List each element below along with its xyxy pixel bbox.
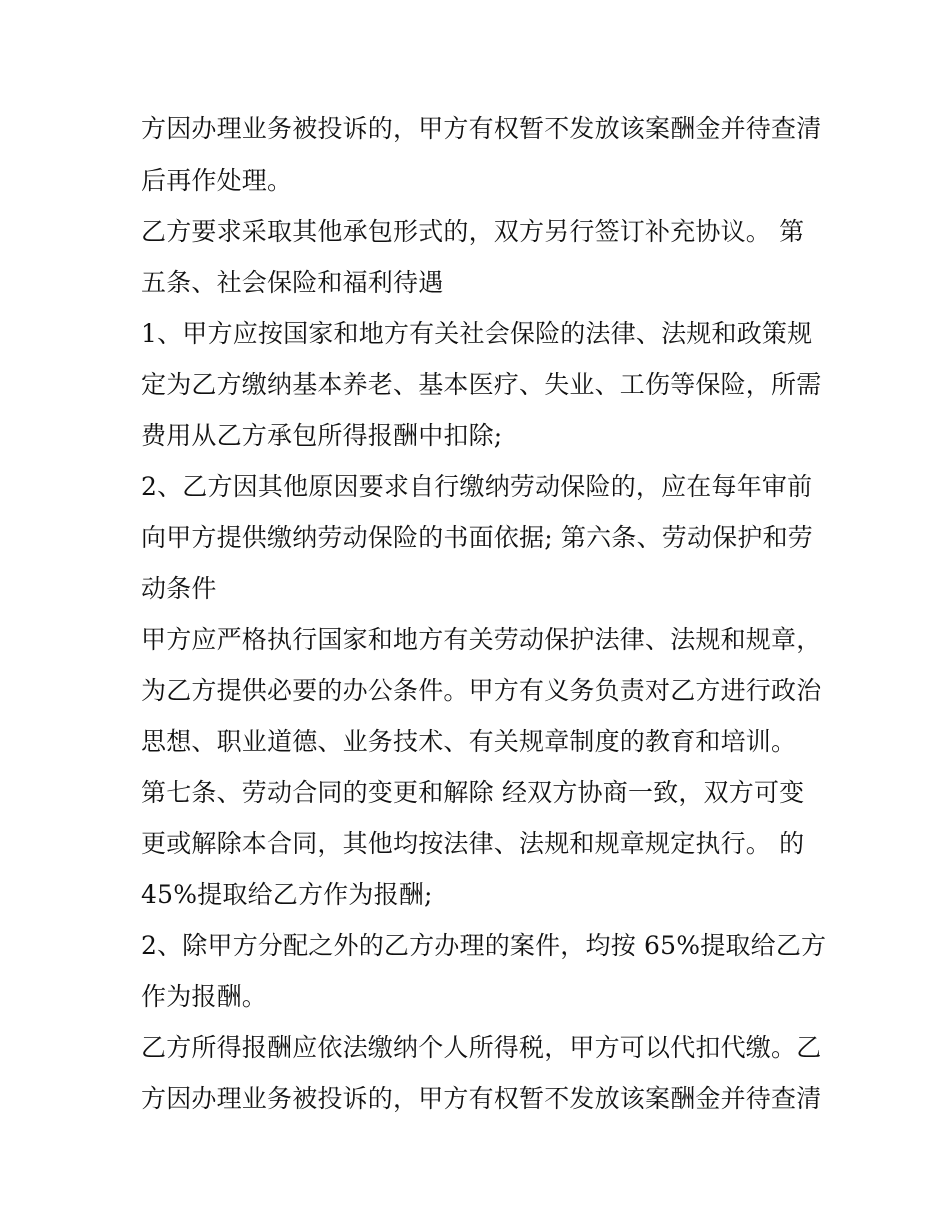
text-line: 费用从乙方承包所得报酬中扣除; bbox=[141, 421, 503, 450]
text-line: 甲方应严格执行国家和地方有关劳动保护法律、法规和规章， bbox=[141, 625, 822, 654]
text-line: 45%提取给乙方作为报酬; bbox=[141, 880, 433, 909]
text-line: 第七条、劳动合同的变更和解除 经双方协商一致，双方可变 bbox=[141, 778, 805, 807]
text-line: 乙方要求采取其他承包形式的，双方另行签订补充协议。 第 bbox=[141, 217, 805, 246]
text-line: 更或解除本合同，其他均按法律、法规和规章规定执行。 的 bbox=[141, 829, 805, 858]
text-line: 为乙方提供必要的办公条件。甲方有义务负责对乙方进行政治 bbox=[141, 676, 822, 705]
text-line: 五条、社会保险和福利待遇 bbox=[141, 268, 444, 297]
text-line: 后再作处理。 bbox=[141, 166, 293, 195]
text-line: 动条件 bbox=[141, 574, 217, 603]
text-line: 1、甲方应按国家和地方有关社会保险的法律、法规和政策规 bbox=[141, 319, 813, 348]
text-line: 乙方所得报酬应依法缴纳个人所得税，甲方可以代扣代缴。乙 bbox=[141, 1033, 822, 1062]
text-line: 2、乙方因其他原因要求自行缴纳劳动保险的，应在每年审前 bbox=[141, 472, 813, 501]
text-line: 方因办理业务被投诉的，甲方有权暂不发放该案酬金并待查清 bbox=[141, 114, 822, 143]
text-line: 思想、职业道德、业务技术、有关规章制度的教育和培训。 bbox=[141, 727, 797, 756]
text-line: 作为报酬。 bbox=[141, 982, 268, 1011]
text-line: 2、除甲方分配之外的乙方办理的案件，均按 65%提取给乙方 bbox=[141, 931, 827, 960]
text-line: 方因办理业务被投诉的，甲方有权暂不发放该案酬金并待查清 bbox=[141, 1084, 822, 1113]
text-line: 定为乙方缴纳基本养老、基本医疗、失业、工伤等保险，所需 bbox=[141, 370, 822, 399]
text-line: 向甲方提供缴纳劳动保险的书面依据; 第六条、劳动保护和劳 bbox=[141, 523, 813, 552]
